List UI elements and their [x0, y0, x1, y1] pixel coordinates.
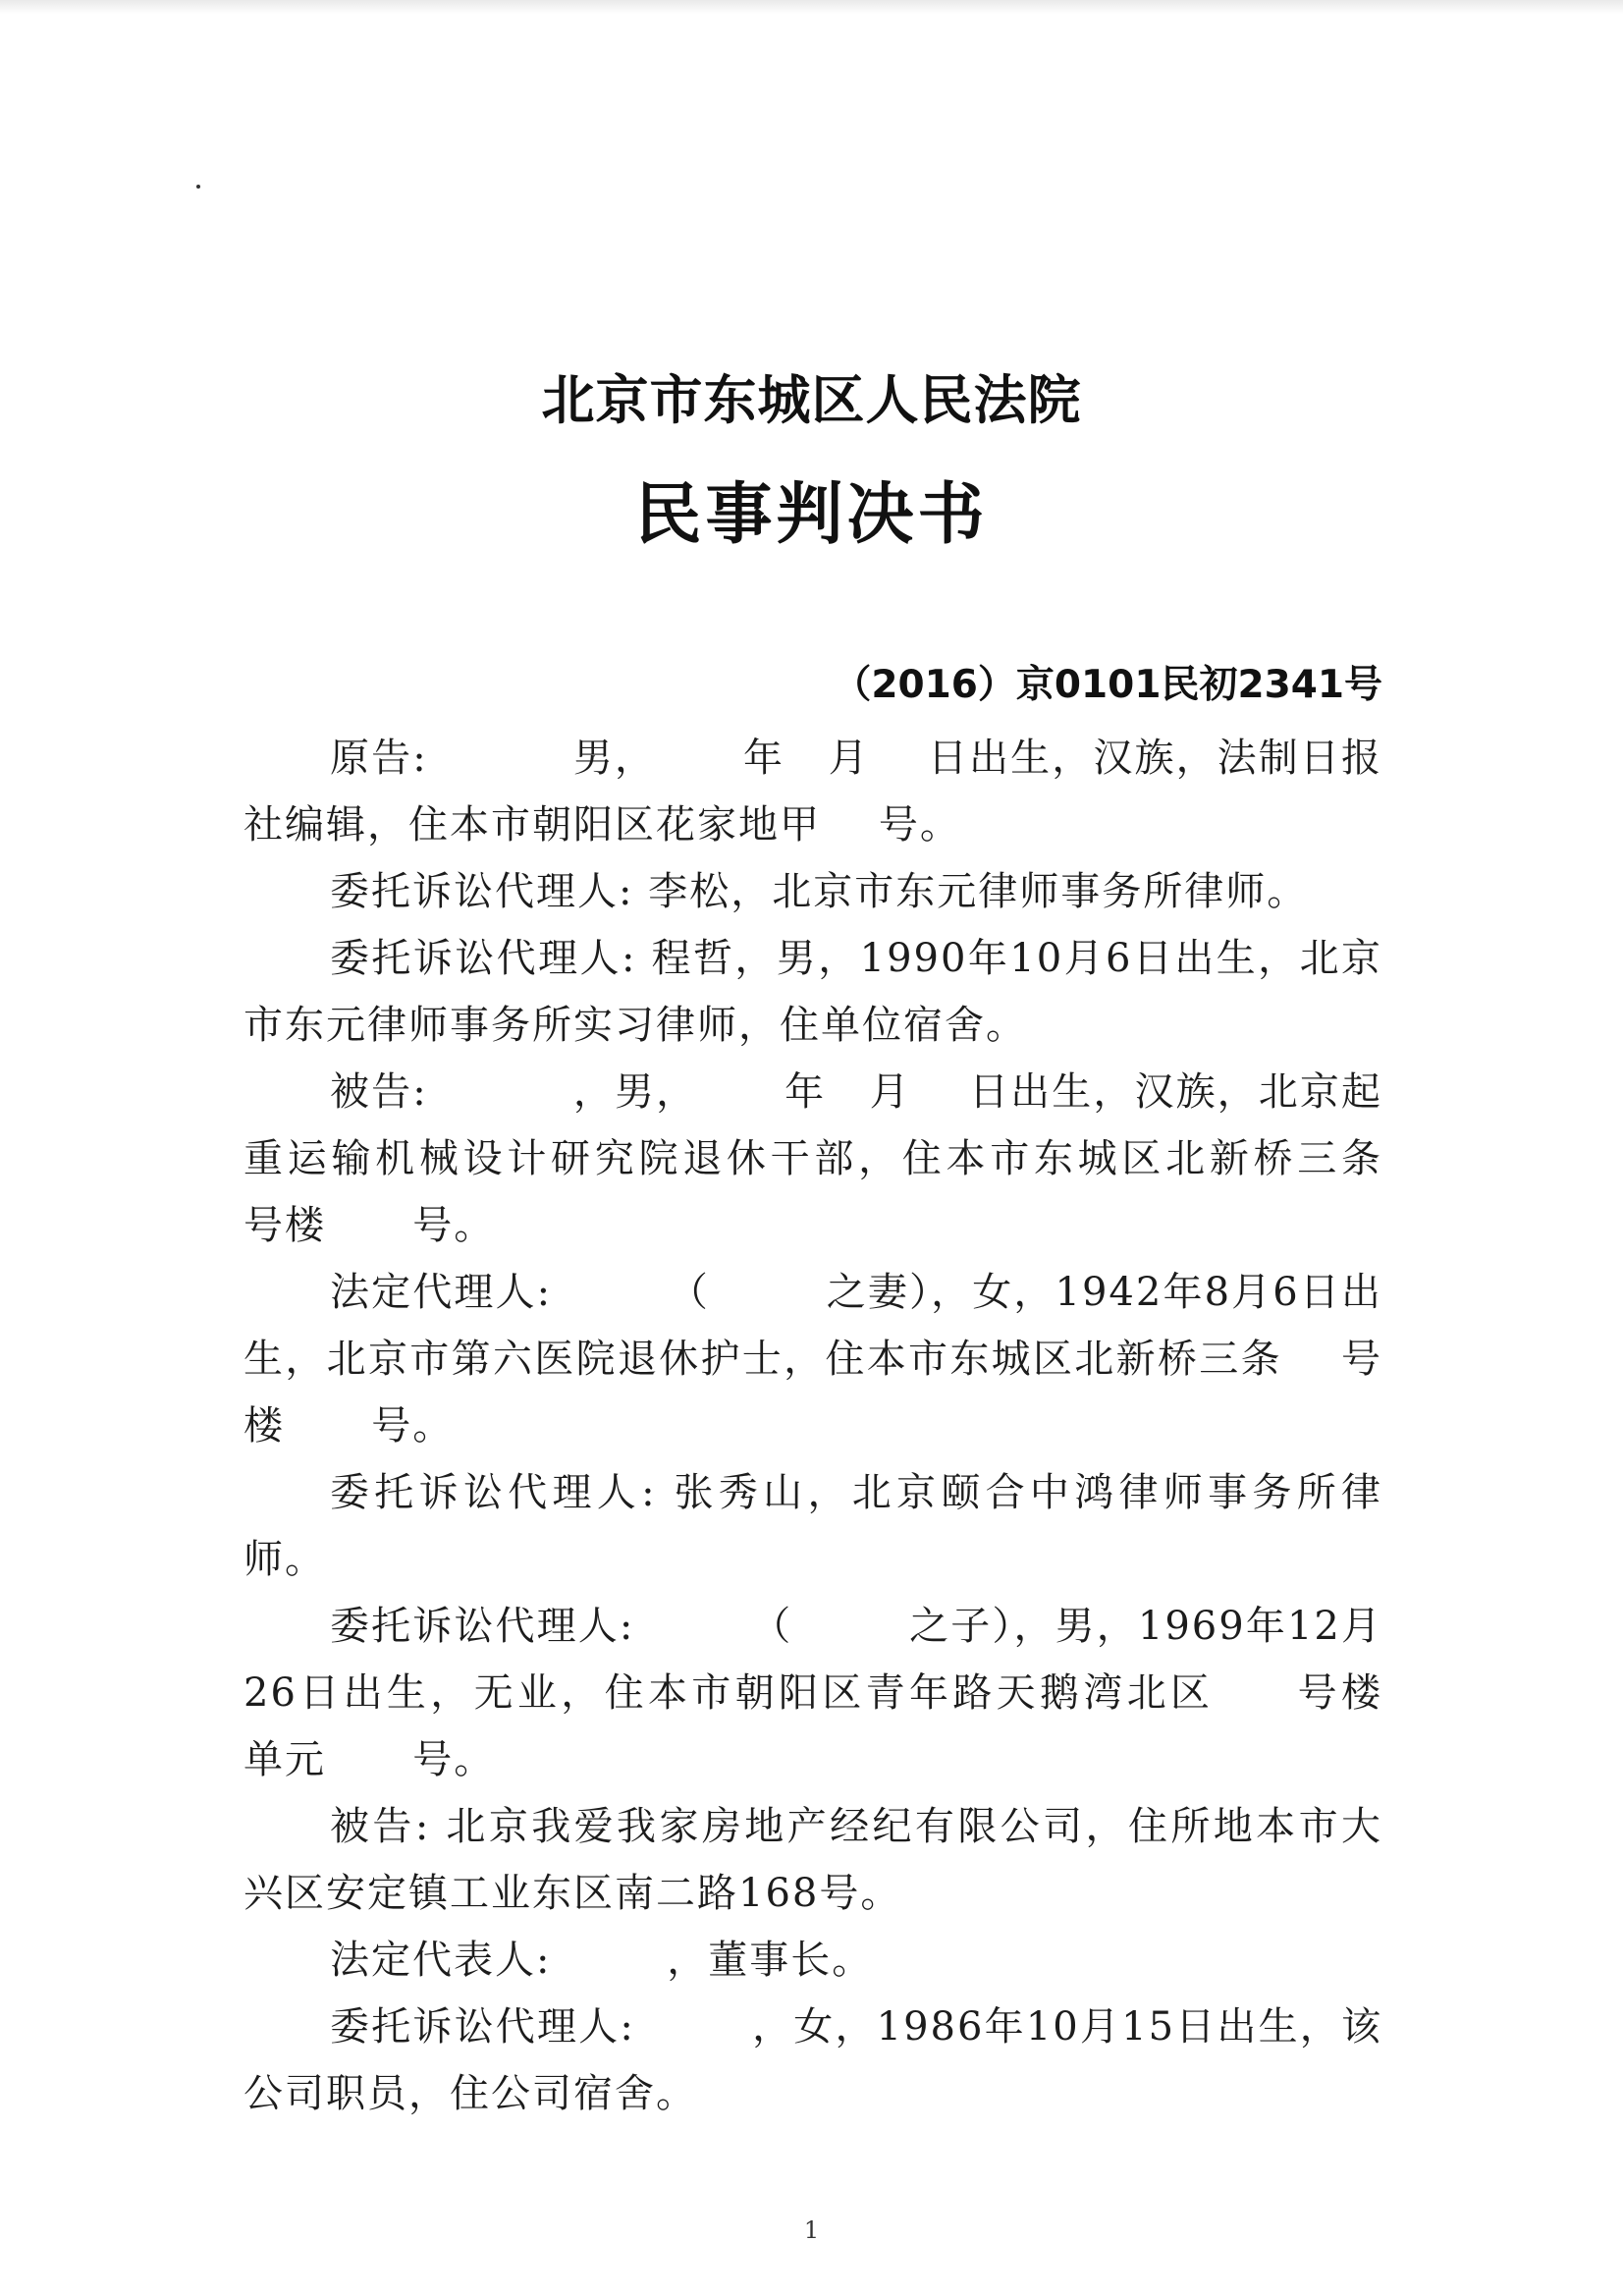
case-number: （2016）京0101民初2341号 [833, 663, 1382, 707]
paragraph-defendant-2-agent: 委托诉讼代理人: ，女，1986年10月15日出生，该公司职员，住公司宿舍。 [243, 2004, 1382, 2116]
paragraph-plaintiff: 原告: 男， 年 月 日出生，汉族，法制日报社编辑，住本市朝阳区花家地甲 号。 [243, 736, 1382, 847]
paragraph-defendant-1-agent-1: 委托诉讼代理人: 张秀山，北京颐合中鸿律师事务所律师。 [243, 1470, 1382, 1582]
paragraph-plaintiff-agent-2: 委托诉讼代理人: 程哲，男，1990年10月6日出生，北京市东元律师事务所实习律师，住单位宿舍。 [243, 936, 1382, 1048]
document-type-title: 民事判决书 [634, 476, 989, 554]
paragraph-defendant-1-agent-2: 委托诉讼代理人: （ 之子），男，1969年12月26日出生，无业，住本市朝阳区青年路天鹅湾北区 号楼 单元 号。 [243, 1604, 1440, 1782]
scan-speck [196, 185, 200, 189]
paragraph-plaintiff-agent-1: 委托诉讼代理人: 李松，北京市东元律师事务所律师。 [330, 869, 1309, 914]
paragraph-legal-guardian: 法定代理人: （ 之妻），女，1942年8月6日出生，北京市第六医院退休护士，住本市东城区北新桥三条 号楼 号。 [243, 1270, 1382, 1449]
paragraph-defendant-1: 被告: ，男， 年 月 日出生，汉族，北京起重运输机械设计研究院退休干部，住本市东城区北新桥三条 号楼 号。 [243, 1069, 1440, 1248]
paragraph-legal-representative: 法定代表人: ，董事长。 [330, 1938, 874, 1983]
page-number: 1 [803, 2216, 820, 2244]
scan-edge [0, 0, 1623, 14]
court-name: 北京市东城区人民法院 [541, 369, 1082, 431]
document-body [243, 725, 1440, 2127]
paragraph-defendant-2: 被告: 北京我爱我家房地产经纪有限公司，住所地本市大兴区安定镇工业东区南二路168号。 [243, 1804, 1382, 1916]
